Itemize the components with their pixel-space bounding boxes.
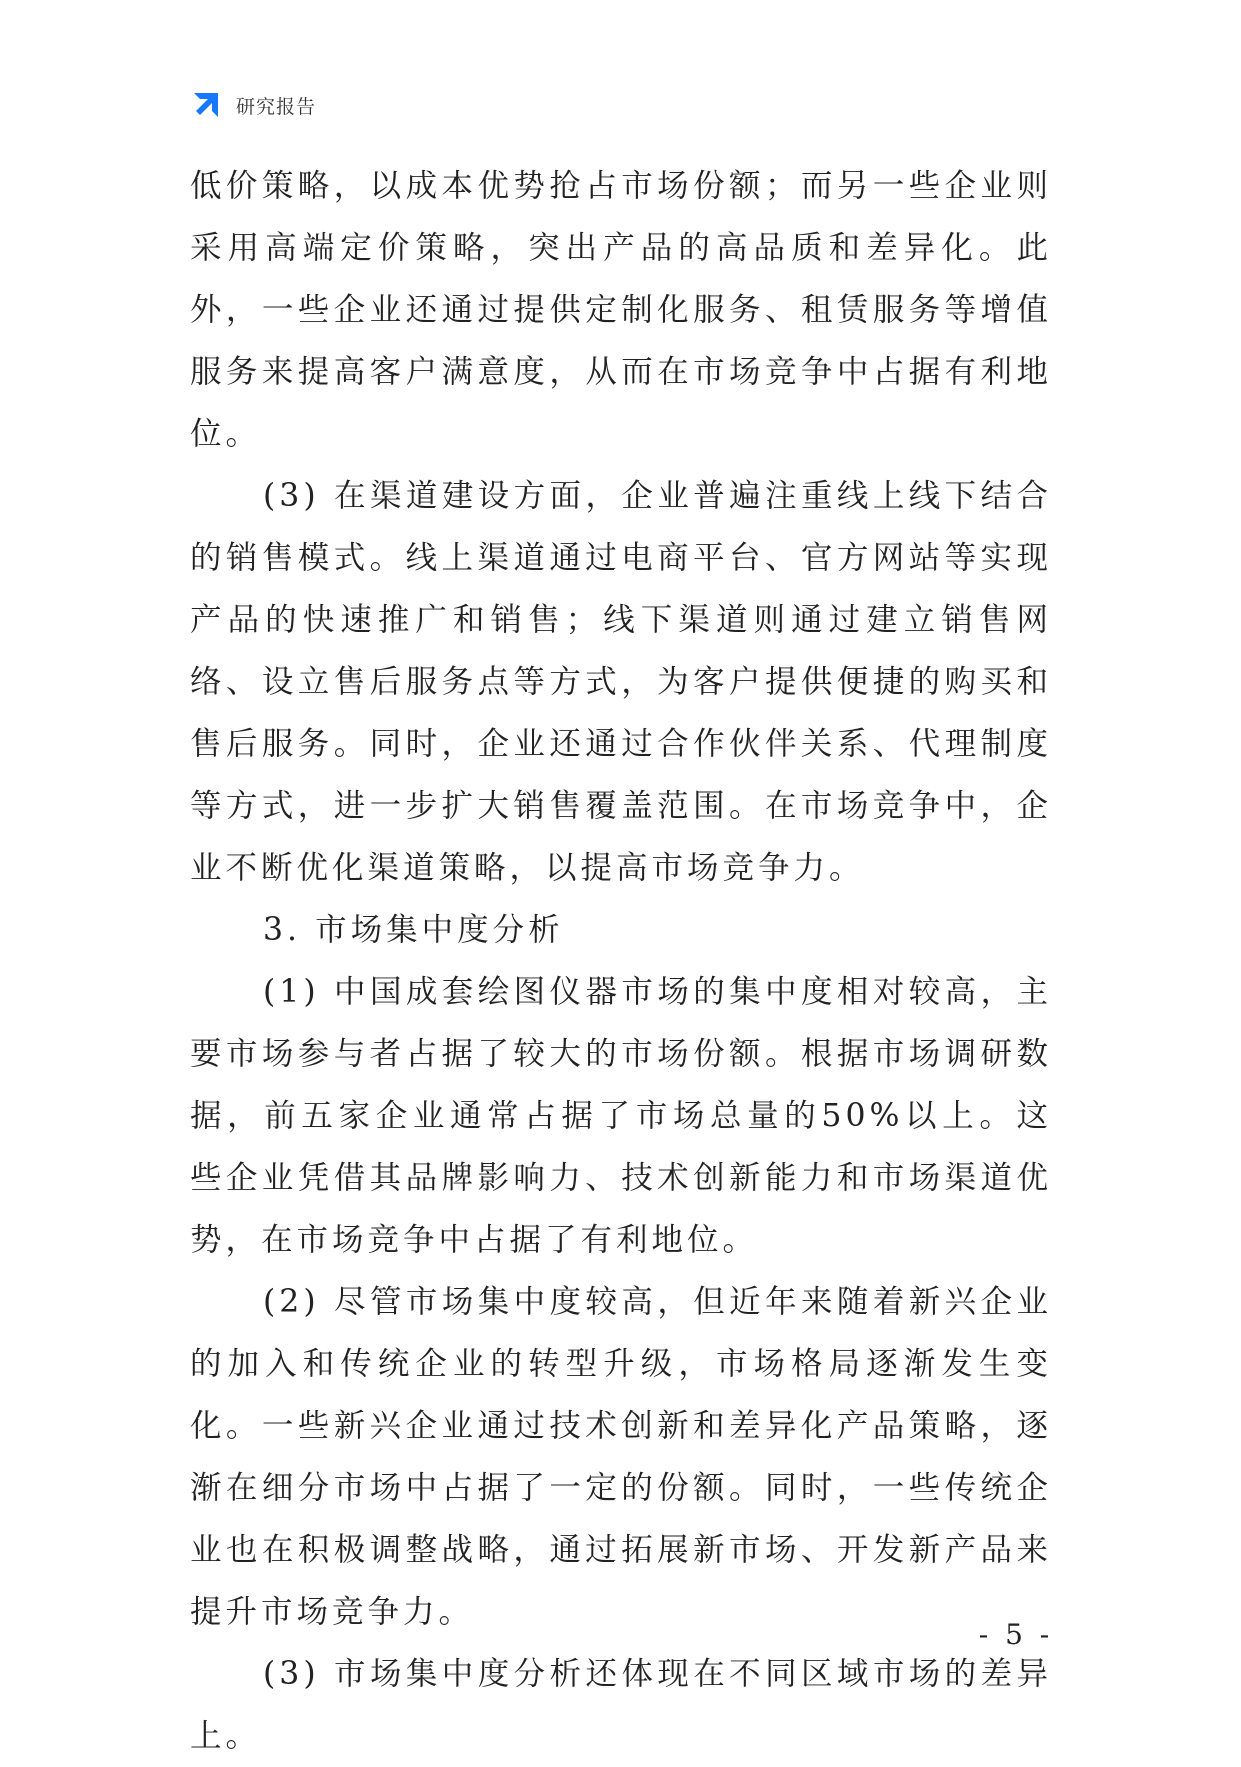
page-number: - 5 - xyxy=(978,1618,1054,1651)
document-body xyxy=(190,155,1052,1767)
paragraph-concentration-1: (1) 中国成套绘图仪器市场的集中度相对较高，主要市场参与者占据了较大的市场份额。根据市场调研数据，前五家企业通常占据了市场总量的50%以上。这些企业凭借其品牌影响力、技术创新能力和市场渠道优势，在市场竞争中占据了有利地位。 xyxy=(190,974,1052,1258)
paragraph-concentration-3: (3) 市场集中度分析还体现在不同区域市场的差异上。 xyxy=(190,1656,1052,1754)
paragraph-concentration-2: (2) 尽管市场集中度较高，但近年来随着新兴企业的加入和传统企业的转型升级，市场格局逐渐发生变化。一些新兴企业通过技术创新和差异化产品策略，逐渐在细分市场中占据了一定的份额。同时，一些传统企业也在积极调整战略，通过拓展新市场、开发新产品来提升市场竞争力。 xyxy=(190,1284,1052,1630)
header-title: 研究报告 xyxy=(236,95,317,118)
paragraph-continued: 低价策略，以成本优势抢占市场份额；而另一些企业则采用高端定价策略，突出产品的高品质和差异化。此外，一些企业还通过提供定制化服务、租赁服务等增值服务来提高客户满意度，从而在市场竞争中占据有利地位。 xyxy=(190,168,1052,452)
section-heading-market-concentration: 3. 市场集中度分析 xyxy=(263,912,564,948)
paragraph-channel-construction: (3) 在渠道建设方面，企业普遍注重线上线下结合的销售模式。线上渠道通过电商平台、官方网站等实现产品的快速推广和销售；线下渠道则通过建立销售网络、设立售后服务点等方式，为客户提供便捷的购买和售后服务。同时，企业还通过合作伙伴关系、代理制度等方式，进一步扩大销售覆盖范围。在市场竞争中，企业不断优化渠道策略，以提高市场竞争力。 xyxy=(190,478,1052,886)
arrow-up-right-icon xyxy=(190,89,222,121)
page-header xyxy=(190,88,316,122)
